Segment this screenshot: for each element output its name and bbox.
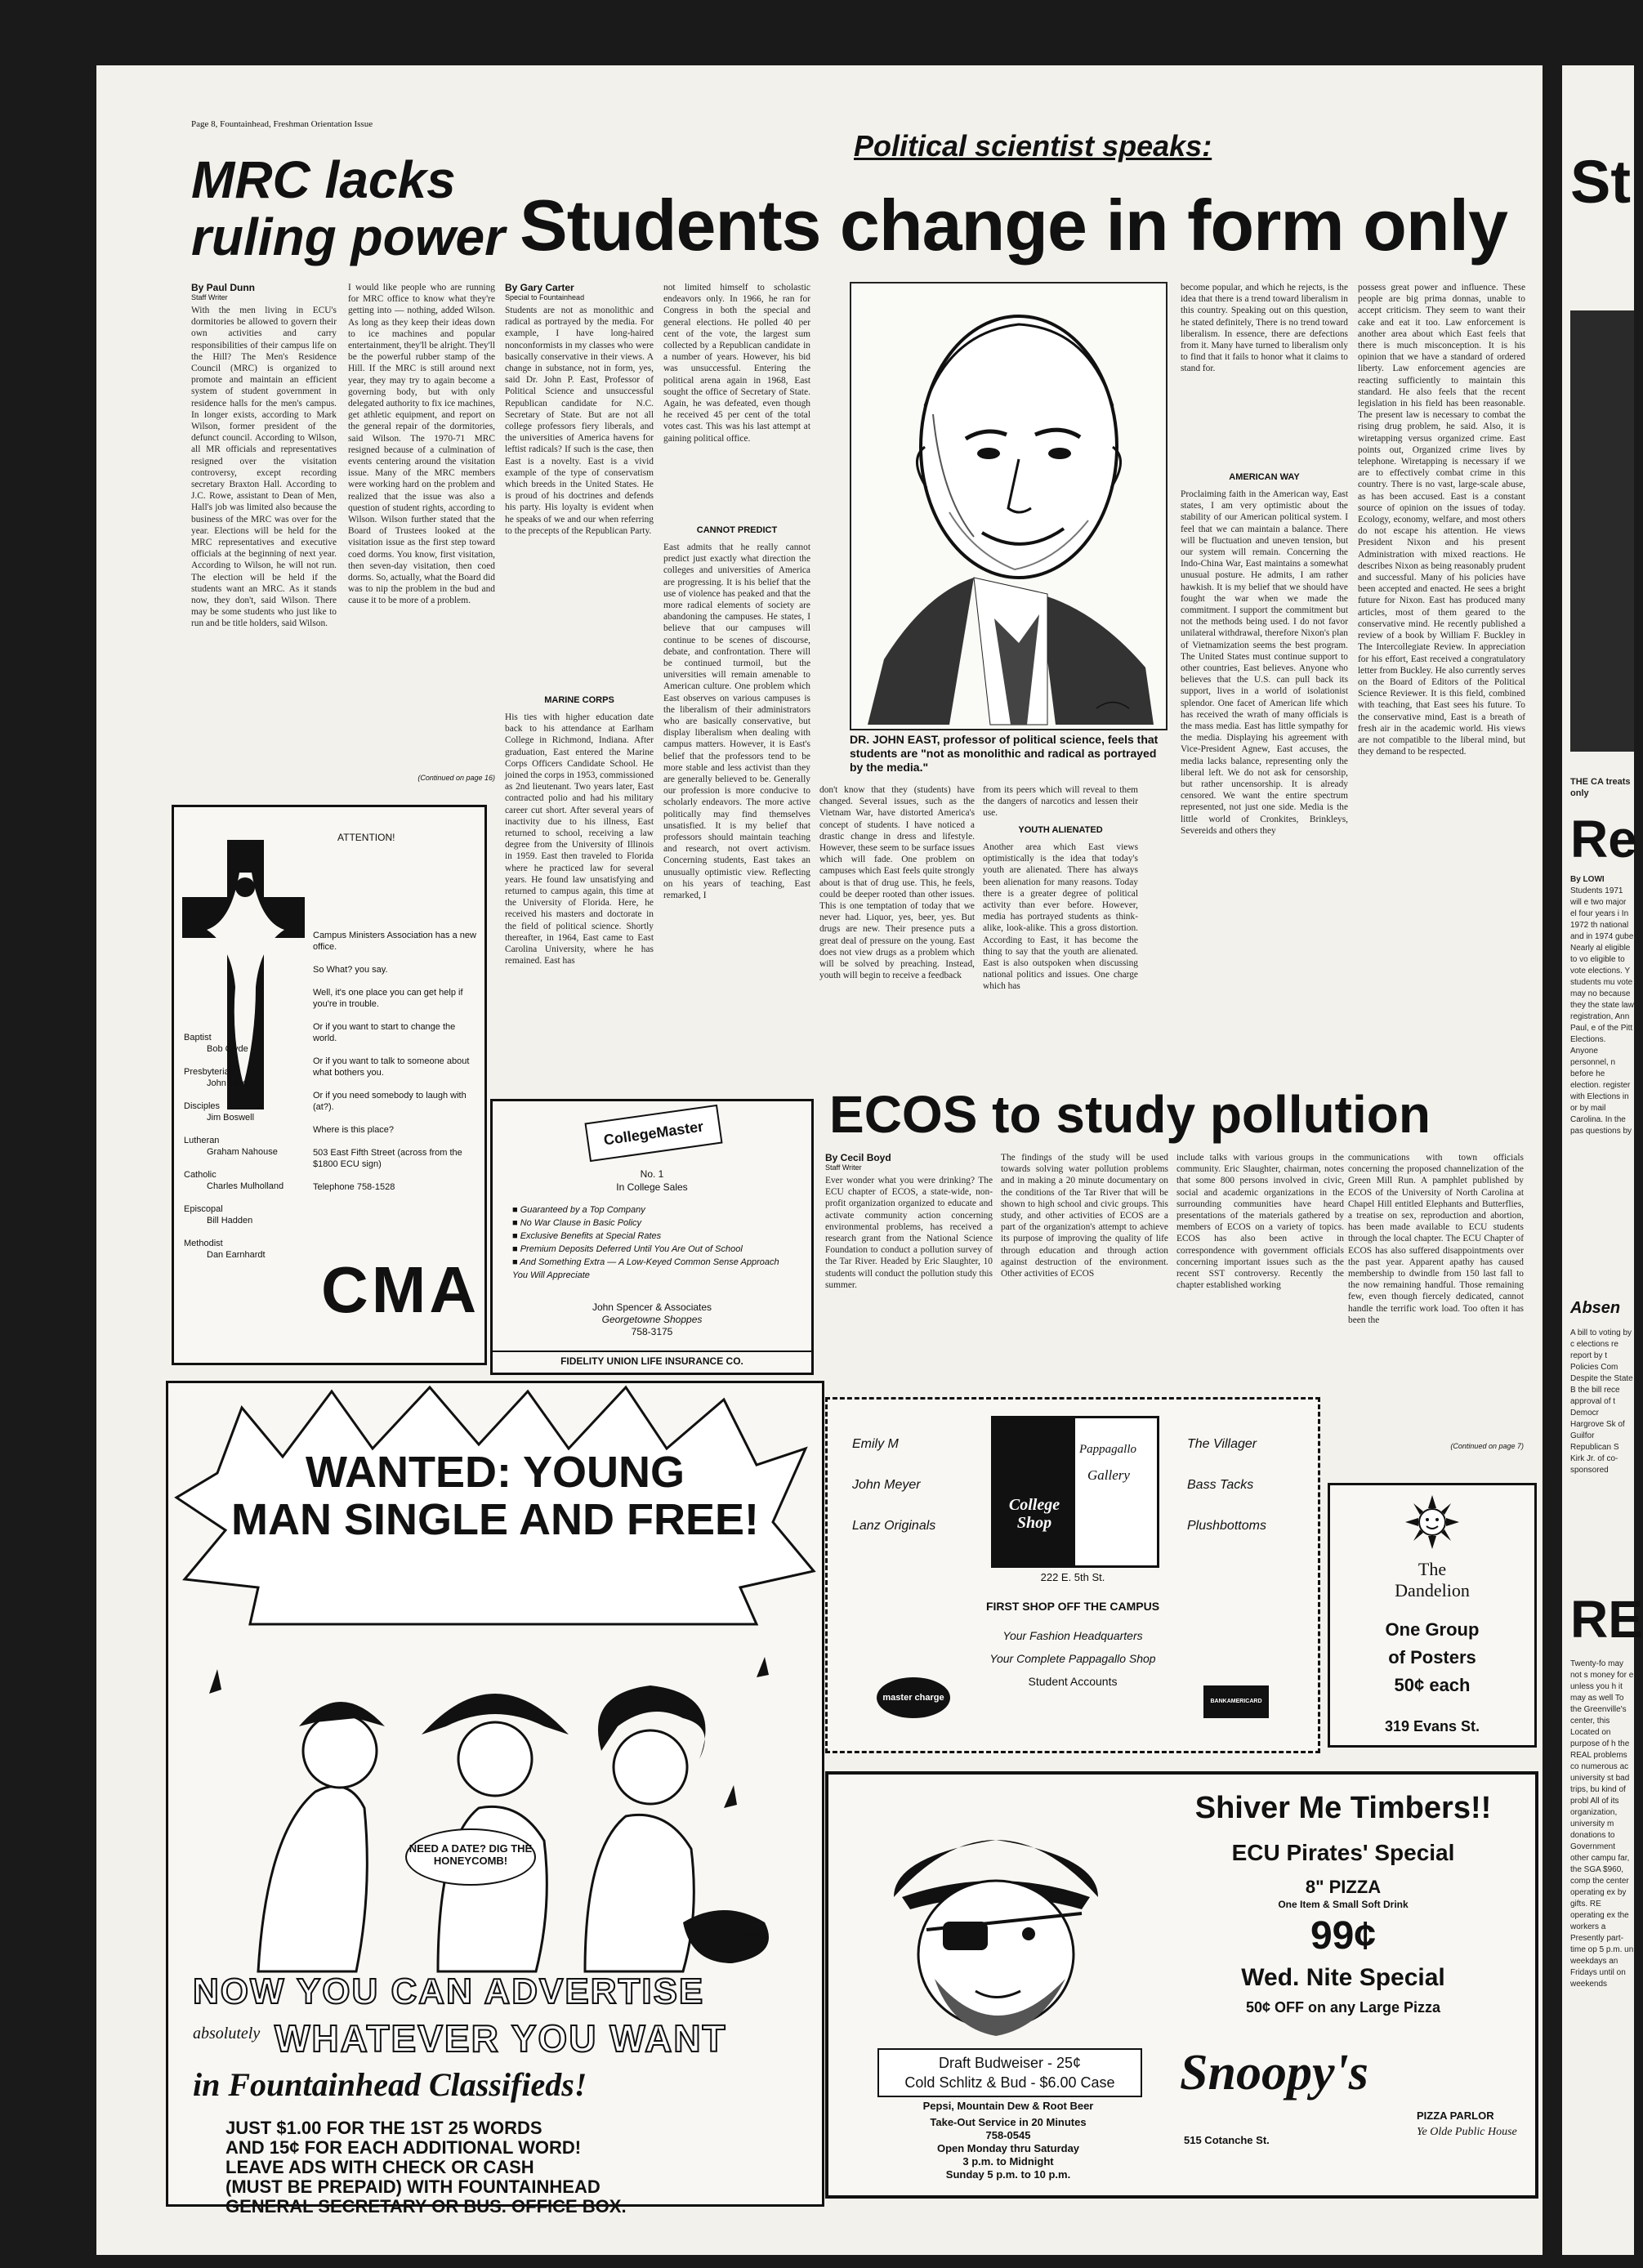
east-text-7: possess great power and influence. These people are big prima donnas, unable to accept criticism. They seem to want their cake and eat it too. Law enforcement is another area about which East feels that there is much misconception. It is his opinion that we have a standard of ordered liberty. Law enforcement agencies are reacting sufficiently to maintain this standard. He also feels that the recent legislation in his field has been reasonable. The present law is necessary to combat the rising drug problem, he said. Also, it is wiretapping versus organized crime. East points out, Organized crime lives by telephone. Wiretapping is necessary if we are to effectively combat crime in this country. There is no vast, large-scale abuse, as has been accused. East is a constant source of opinion on the issues of today. Ecology, economy, welfare, and most others do not escape his attention. He views President Nixon and his present Administration with mixed reactions. He describes Nixon as being reasonably prudent and successful. Many of his policies have been accepted and enacted. He sees a bright future for Nixon. East has produced many articles, most of them geared to the conservative mind. He recently published a review of a book by William F. Buckley in The Intercollegiate Review. In appreciation for his effort, East received a congratulatory letter from Buckley. He also currently serves on the Board of Editors of the Political Science Reviewer. It is this field, combined with teaching, that East sees his future. To the conservative mind, East is a breath of fresh air in the academic world. His views are not compatible to the liberal mind, but they demand to be respected.	[1358, 283, 1525, 757]
bullet-item: ■ No War Clause in Basic Policy	[512, 1218, 642, 1228]
draft-line: Draft Budweiser - 25¢	[938, 2055, 1082, 2071]
minister-name: Bill Hadden	[207, 1216, 253, 1226]
minister-name: Jim Boswell	[207, 1113, 255, 1123]
brand-item: Lanz Originals	[852, 1519, 936, 1533]
collegemaster-bullets	[512, 1203, 790, 1282]
pappagallo-line: Your Fashion Headquarters	[1002, 1629, 1143, 1642]
ecos-byline-role: Staff Writer	[825, 1163, 862, 1172]
promo-details	[225, 2118, 627, 2217]
ecos-col-4	[1348, 1152, 1524, 1450]
east-text-1: Students are not as monolithic and radical as portrayed by the media. For example, I have long-haired nonconformists in my classes who were basically conservative in their views. A change in substance, not in form, yes, said Dr. John P. East, Professor of Political Science and unsuccessful Republican candidate for N.C. Secretary of State. But are not all college professors fiery liberals, and the universities of America havens for leftist radicals? If such is the case, then East is a novelty. East is a vivid example of the type of conservatism which breeds in the United States. He is proud of his doctrines and defends his party. His loyalty is evident when he speaks of we and our when referring to the precepts of the Republican Party.	[505, 306, 654, 536]
wanted-line1: WANTED: YOUNG	[305, 1448, 685, 1497]
brand-item: Plushbottoms	[1187, 1519, 1266, 1533]
agent-address: Georgetowne Shoppes	[601, 1314, 703, 1325]
wanted-headline	[225, 1449, 765, 1543]
collegemaster-footer: FIDELITY UNION LIFE INSURANCE CO.	[493, 1351, 811, 1367]
east-text-2: His ties with higher education date back to his attendance at Earlham College in Richmond, Indiana. After graduation, East entered the Marine Corps Officers Candidate School. He joined the corps in 1953, commissioned as 2nd lieutenant. Two years later, East contracted polio and had his military career cut short. After several years of inactivity due to his illness, East returned to school, receiving a law degree from the University of Illinois in 1959. East then traveled to Florida where he practiced law for several years. He found law unsatisfying and returned to campus again, this time at the University of Florida. Here, he received his masters and doctorate in the field of political science. Shortly thereafter, in 1964, East came to East Carolina University, where he has remained. East has	[505, 712, 654, 967]
right-headline-2: Re	[1570, 810, 1637, 868]
right-text-1	[1570, 874, 1634, 1266]
collegemaster-tag1: No. 1	[640, 1168, 664, 1180]
snoopys-address: 515 Cotanche St.	[1184, 2134, 1270, 2146]
snoopys-wed-desc: 50¢ OFF on any Large Pizza	[1245, 1999, 1441, 2016]
right-body-3: Twenty-fo may not s money for e unless you h it may as well To the Greenville's center, this Located on purpose of h the REAL problems co numerous ac university st bad trips, bu kind of probl All of its organization, university m donations to Government other campu far, the SGA $960, comp the center operating ex by gifts. RE operating ex the workers a Presently part-time op 5 p.m. un weekdays an Fridays until on weekends	[1570, 1659, 1634, 1989]
ecos-continued: (Continued on page 7)	[1450, 1442, 1524, 1450]
portrait-caption: DR. JOHN EAST, professor of political science, feels that students are "not as monolithic and radical as portrayed by the media."	[850, 733, 1159, 774]
east-col-6	[1181, 282, 1348, 1052]
detail-line: LEAVE ADS WITH CHECK OR CASH	[225, 2157, 534, 2177]
snoopys-wed: Wed. Nite Special	[1241, 1964, 1445, 1991]
wanted-line2: MAN SINGLE AND FREE!	[231, 1495, 759, 1544]
logo-text-2: Gallery	[1087, 1467, 1130, 1483]
cma-line-2: So What? you say.	[313, 965, 388, 975]
right-body-2: A bill to voting by c elections re report by t Policies Com Despite the State B the bill rece approval of t Democr Hargrove Sk of Guilfor Republican S Kirk Jr. of co-sponsored	[1570, 1328, 1633, 1475]
minister-name: Charles Mulholland	[207, 1181, 284, 1191]
mrc-col-2	[348, 282, 495, 782]
ecos-text-3: include talks with various groups in the community. Eric Slaughter, chairman, notes that some 800 persons involved in civic, social and academic organizations in the surrounding communities have heard presentations of the materials gathered by members of ECOS on a variety of topics. ECOS has also been active in correspondence with government officials concerning important issues such as the recent SST controversy. Recently the chapter established working	[1176, 1153, 1344, 1291]
collegemaster-logo: CollegeMaster	[584, 1105, 722, 1162]
mrc-byline: By Paul Dunn	[191, 282, 256, 293]
detail-line: (MUST BE PREPAID) WITH FOUNTAINHEAD	[225, 2176, 600, 2197]
minister-denom: Catholic	[184, 1170, 217, 1180]
bullet-item: ■ Guaranteed by a Top Company	[512, 1205, 645, 1215]
sodas: Pepsi, Mountain Dew & Root Beer	[922, 2100, 1094, 2112]
minister-denom: Disciples	[184, 1101, 221, 1111]
east-text-6: become popular, and which he rejects, is the idea that there is a trend toward liberalism in this country. Speaking out on this question, he stated definitely, There is no trend toward liberalism. In essence, there are defections from it. Many have turned to liberalism only to find that it fails to honor what it claims to stand for.	[1181, 283, 1348, 374]
cold-line: Cold Schlitz & Bud - $6.00 Case	[904, 2074, 1115, 2091]
ecos-col-1	[825, 1152, 993, 1379]
portrait-drawing	[851, 284, 1166, 729]
cma-line-9: Telephone 758-1528	[313, 1182, 395, 1192]
page-header: Page 8, Fountainhead, Freshman Orientation Issue	[191, 119, 373, 129]
minister-denom: Lutheran	[184, 1136, 220, 1145]
minister-denom: Episcopal	[184, 1204, 223, 1214]
snoopys-price: 99¢	[1310, 1914, 1377, 1958]
minister-denom: Baptist	[184, 1033, 212, 1042]
bullet-item: ■ Exclusive Benefits at Special Rates	[512, 1231, 662, 1241]
cma-line-1: Campus Ministers Association has a new office.	[313, 931, 476, 952]
east-subhead-marine: MARINE CORPS	[544, 695, 614, 705]
east-col-5	[983, 784, 1138, 1046]
east-text-3: not limited himself to scholastic endeavors only. In 1966, he ran for Congress in both the special and general elections. He polled 40 per cent of the vote, the largest sum collected by a Republican candidate in a number of years. However, his bid was unsuccessful. Entering the political arena again in 1968, East sought the office of Secretary of State. Again, he was defeated, even though he received 45 per cent of the total votes cast. This was his last attempt at gaining political office.	[663, 283, 810, 444]
dandelion-title: Dandelion	[1395, 1580, 1470, 1601]
dandelion-line2: of Posters	[1388, 1647, 1476, 1668]
east-subhead-american: AMERICAN WAY	[1229, 472, 1300, 482]
brands-right	[1187, 1424, 1266, 1547]
brands-left	[852, 1424, 935, 1547]
minister-name: Graham Nahouse	[207, 1147, 278, 1157]
snoopys-logo: Snoopy's	[1180, 2045, 1368, 2101]
minister-name: John Miller	[207, 1078, 251, 1088]
brand-item: Bass Tacks	[1187, 1478, 1254, 1492]
mrc-byline-role: Staff Writer	[191, 293, 228, 301]
artist-signature: Tosh	[740, 1931, 760, 1940]
agent-name: John Spencer & Associates	[592, 1301, 712, 1313]
cma-ad	[172, 805, 487, 1365]
dandelion-name	[1330, 1559, 1534, 1601]
cma-logo: CMA	[321, 1253, 480, 1326]
minister-denom: Presbyterian	[184, 1067, 234, 1077]
collegemaster-ad	[490, 1099, 814, 1375]
detail-line: JUST $1.00 FOR THE 1ST 25 WORDS	[225, 2118, 542, 2138]
pappagallo-address: 222 E. 5th St.	[1040, 1571, 1105, 1583]
collegemaster-contact	[493, 1301, 811, 1338]
takeout: Take-Out Service in 20 Minutes	[930, 2116, 1087, 2128]
snoopys-headline: Shiver Me Timbers!!	[1194, 1791, 1492, 1825]
pappagallo-logo	[991, 1416, 1159, 1568]
kicker: Political scientist speaks:	[854, 129, 1212, 163]
snoopys-special: ECU Pirates' Special	[1231, 1840, 1455, 1865]
dandelion-price: 50¢ each	[1394, 1675, 1471, 1695]
minister-name: Bob Clyde	[207, 1044, 248, 1054]
logo-shop: College Shop	[1008, 1496, 1060, 1532]
snoopys-parlor: PIZZA PARLOR	[1417, 2110, 1494, 2122]
ecos-col-2	[1001, 1152, 1168, 1373]
promo-absolutely: absolutely	[193, 2025, 261, 2043]
pappagallo-line: Student Accounts	[1028, 1675, 1118, 1688]
hours-1: Open Monday thru Saturday	[936, 2142, 1080, 2154]
detail-line: AND 15¢ FOR EACH ADDITIONAL WORD!	[225, 2137, 582, 2158]
east-col-7	[1358, 282, 1525, 1054]
bankamericard-logo: BANKAMERICARD	[1203, 1685, 1269, 1718]
promo-line3: in Fountainhead Classifieds!	[193, 2066, 587, 2103]
mrc-continued: (Continued on page 16)	[417, 774, 495, 782]
sun-flower-icon	[1404, 1493, 1461, 1551]
bullet-item: ■ Premium Deposits Deferred Until You Are Out of School	[512, 1244, 743, 1254]
east-subhead-youth: YOUTH ALIENATED	[1018, 825, 1103, 835]
right-headline-1: St	[1570, 148, 1631, 216]
dandelion-the: The	[1418, 1559, 1447, 1579]
mrc-headline-line2: ruling power	[191, 208, 505, 266]
date-bubble: NEED A DATE? DIG THE HONEYCOMB!	[405, 1828, 536, 1886]
east-text-4: don't know that they (students) have changed. Several issues, such as the Vietnam War, have distorted America's concept of students. I have noticed a drastic change in dress and lifestyle. However, these seem to be surface issues which will fade. One problem on campuses which East feels quite strongly about is that of drug use. This, he feels, could be deeper rooted than other issues. This is one temptation of today that we never had. Liquor, yes, beer, yes. But drugs are new. Their presence puts a great deal of pressure on the young. East does not view drugs as a problem which will be solved by preaching. Instead, youth will begin to receive a feedback	[819, 785, 975, 981]
brand-item: John Meyer	[852, 1478, 921, 1492]
east-text-5b: Another area which East views optimistically is the idea that today's youth are alienated. There has always been alienation for many reasons. Today there is a greater degree of political activity than ever before. However, media has portrayed students as think-alike, look-alike. This a gross distortion. According to East, it has become the thing to say that the youth are alienated. East is also outspoken when discussing national politics and issues. One charge which has	[983, 842, 1138, 992]
pappagallo-line: Your Complete Pappagallo Shop	[989, 1652, 1156, 1665]
snoopys-olde: Ye Olde Public House	[1417, 2126, 1517, 2138]
pappagallo-ad	[825, 1397, 1320, 1753]
minister-denom: Methodist	[184, 1239, 223, 1248]
phone: 758-0545	[985, 2129, 1031, 2141]
ecos-col-3	[1176, 1152, 1344, 1373]
east-byline: By Gary Carter	[505, 282, 574, 293]
mrc-text-2: I would like people who are running for MRC office to know what they're getting into — nothing, added Wilson. As long as they keep their ideas down to ice machines and popular entertainment, they'll be alright. They'll be the powerful rubber stamp of the Hill. If the MRC is still around next year, they may try to again become a governing body, but with only delegated authority to fix ice machines, get athletic equipment, and report on the general repair of the dormitories, said Wilson. The 1970-71 MRC resigned because of a culmination of events centering around the visitation issue. Many of the MRC members were working hard on the problem and realized that the issue was also a question of student rights, according to Wilson. Wilson further stated that the Board of Trustees looked at the visitation issue as the first step toward coed dorms. You know, first visitation, then seven-day visitation, then coed dorms. So, actually, what the Board did was to nip the problem in the bud and cause it to be more of a problem.	[348, 283, 495, 606]
ecos-text-2: The findings of the study will be used towards solving water pollution problems and in making a 20 minute documentary on the conditions of the Tar River that will be shown to high school and civic groups. This study, and other activities of ECOS are a part of the organization's attempt to achieve its purpose of improving the quality of life through education and through action against destruction of the environment. Other activities of ECOS	[1001, 1153, 1168, 1279]
logo-right-panel	[1075, 1418, 1157, 1565]
dandelion-offer	[1330, 1616, 1534, 1699]
mrc-headline	[191, 151, 518, 266]
cma-body	[313, 930, 476, 1193]
snoopys-size: 8" PIZZA	[1305, 1877, 1382, 1897]
east-col-4	[819, 784, 975, 1062]
cma-line-6: Or if you need somebody to laugh with (at?).	[313, 1091, 467, 1112]
cma-line-4: Or if you want to start to change the world.	[313, 1022, 456, 1043]
ecos-byline: By Cecil Boyd	[825, 1152, 891, 1163]
ecos-text-1: Ever wonder what you were drinking? The ECU chapter of ECOS, a state-wide, non-profit organization organized to educate and activate community action concerning environmental problems, has received a research grant from the National Science Foundation to conduct a pollution survey of the Tar River. Headed by Eric Slaughter, 10 students will conduct the pollution study this summer.	[825, 1176, 993, 1290]
right-photo	[1570, 310, 1634, 752]
drink-box	[877, 2048, 1142, 2097]
cma-line-7: Where is this place?	[313, 1125, 395, 1135]
dandelion-line1: One Group	[1385, 1619, 1480, 1640]
mrc-col-1	[191, 282, 337, 762]
ecos-text-4: communications with town officials concerning the proposed channelization of the Green Mill Run. A pamphlet published by ECOS of the University of North Carolina at Chapel Hill entitled Elephants and Butterflies, a treatise on sex, reproduction and abortion, has been made available to ECU students through the local chapter. The ECU Chapter of ECOS has also suffered disappointments over the past year. Apparent apathy has caused membership to dwindle from 150 last fall to the now remaining handful. Those remaining few, even though fiercely dedicated, cannot handle the terrific work load. Too often it has been the	[1348, 1153, 1524, 1325]
ecos-headline: ECOS to study pollution	[829, 1085, 1431, 1144]
snoopys-desc: One Item & Small Soft Drink	[1278, 1899, 1409, 1910]
snoopys-info	[861, 2100, 1155, 2181]
east-subhead-predict: CANNOT PREDICT	[696, 525, 778, 535]
collegemaster-tag2: In College Sales	[616, 1181, 688, 1193]
pirate-photo	[845, 1791, 1147, 2044]
mrc-text-1: With the men living in ECU's dormitories be allowed to govern their own activities and carry responsibilities of their campus life on the Hill? The Men's Residence Council (MRC) is organized to promote and maintain an efficient system of student government in residence halls for the men's campus. In longer exists, according to Mark Wilson, former president of the defunct council. According to Wilson, all MR officials and representatives resigned over the visitation controversy, except recording secretary Braxton Hall. According to J.C. Rowe, assistant to Dean of Men, Hall's job was limited also because the business of the MRC was over for the year. Elections will be held for the MRC representatives and executive officials at the beginning of next year. According to Wilson, he will not run. The election will be held if the students want an MRC. As it stands now, they don't, said Wilson. There may be some students who just like to run and be title holders, said Wilson.	[191, 306, 337, 629]
east-byline-role: Special to Fountainhead	[505, 293, 585, 301]
right-body-1: Students 1971 will e two major el four years i In 1972 th national and in 1974 gube Nearly al eligible to vo eligible to vote elections. Y students mu vote may no because they the state law registration, Ann Paul, e of the Pitt Elections. Anyone personnel, n before he election. register with Elections in or by mail Carolina. In the pas questions by	[1570, 886, 1634, 1136]
east-col-1	[505, 282, 654, 1234]
detail-line: GENERAL SECRETARY OR BUS. OFFICE BOX.	[225, 2196, 627, 2217]
east-text-3b: East admits that he really cannot predict just exactly what direction the colleges and universities of America are progressing. It is his belief that the use of violence has peaked and that the more radical elements of society are abandoning the campuses. He states, I believe that our campuses will continue to be scenes of discourse, debate, and confrontation. There will be continued turmoil, but the universities will remain amenable to American culture. One problem which East observes on various campuses is the liberalism of their administrators who are basically conservative, but display liberalism when dealing with campus matters. However, it is East's belief that the professors tend to be more stable and less activist than they are generally believed to be. Generally our profession is more conducive to scholarly endeavors. The more active politically may find themselves unsatisfied. It is my belief that professors should maintain teaching and research, not overt activism. Concerning students, East takes an unusually optimistic view. Reflecting on his years of teaching, East remarked, I	[663, 542, 810, 901]
hours-3: Sunday 5 p.m. to 10 p.m.	[945, 2168, 1071, 2181]
snoopys-ad	[825, 1771, 1538, 2199]
wanted-ad	[166, 1381, 824, 2217]
mrc-headline-line1: MRC lacks	[191, 150, 456, 209]
minister-name: Dan Earnhardt	[207, 1250, 266, 1260]
cma-line-8: 503 East Fifth Street (across from the $1800 ECU sign)	[313, 1148, 462, 1169]
right-absentee: Absen	[1570, 1299, 1621, 1317]
promo-line1: NOW YOU CAN ADVERTISE	[193, 1971, 705, 2011]
brand-item: The Villager	[1187, 1437, 1257, 1451]
brand-item: Emily M	[852, 1437, 899, 1451]
pappagallo-tagline: FIRST SHOP OFF THE CAMPUS	[985, 1600, 1160, 1613]
hours-2: 3 p.m. to Midnight	[962, 2155, 1054, 2168]
right-photo-caption: THE CA treats only	[1570, 777, 1631, 798]
dandelion-ad	[1328, 1483, 1537, 1748]
right-byline: By LOWI	[1570, 875, 1605, 884]
east-text-6b: Proclaiming faith in the American way, East states, I am very optimistic about the stability of our American political system. I feel that we can maintain a balance. There will be fluctuation and uneven tension, but our system will remain. Concerning the Indo-China War, East maintains a somewhat unusual posture. He admits, I am rather hawkish. It is my belief that we should have fought the war when we made the commitment. I support the commitment but not the methods being used. I do not favor unilateral withdrawal, therefore Nixon's plan of Vietnamization seems the best program. The United States must continue support to other countries, East believes. Anyone who believes that the U.S. can pull back its support, lives in a world of isolationist splendor. One facet of American life which has received the wrath of many officials is the mass media. East has little sympathy for the media. Displaying his agreement with Vice-President Agnew, East accuses, the media lacks balance, representing only the liberal left. We do not ask for censorship, but rather uncensorship. It is already censored. We want the entire spectrum represented, not just one side. Media is the little world of Cronkites, Brinkleys, Severeids and others they	[1181, 489, 1348, 836]
right-headline-3: RE	[1570, 1590, 1643, 1649]
logo-text-1: Pappagallo	[1079, 1443, 1136, 1456]
cma-line-3: Well, it's one place you can get help if you're in trouble.	[313, 988, 463, 1009]
east-portrait	[850, 282, 1168, 730]
cma-line-5: Or if you want to talk to someone about what bothers you.	[313, 1056, 470, 1078]
mastercharge-logo: master charge	[877, 1677, 950, 1718]
promo-line2: WHATEVER YOU WANT	[275, 2017, 727, 2060]
cma-ministers	[184, 1032, 306, 1261]
bullet-item: ■ And Something Extra — A Low-Keyed Common Sense Approach You Will Appreciate	[512, 1257, 779, 1280]
dandelion-address: 319 Evans St.	[1384, 1718, 1480, 1734]
east-text-5: from its peers which will reveal to them the dangers of narcotics and lessen their use.	[983, 785, 1138, 819]
cartoon-illustration	[193, 1628, 797, 1971]
cma-title: ATTENTION!	[337, 832, 395, 843]
agent-phone: 758-3175	[631, 1326, 673, 1337]
main-headline: Students change in form only	[520, 185, 1507, 266]
